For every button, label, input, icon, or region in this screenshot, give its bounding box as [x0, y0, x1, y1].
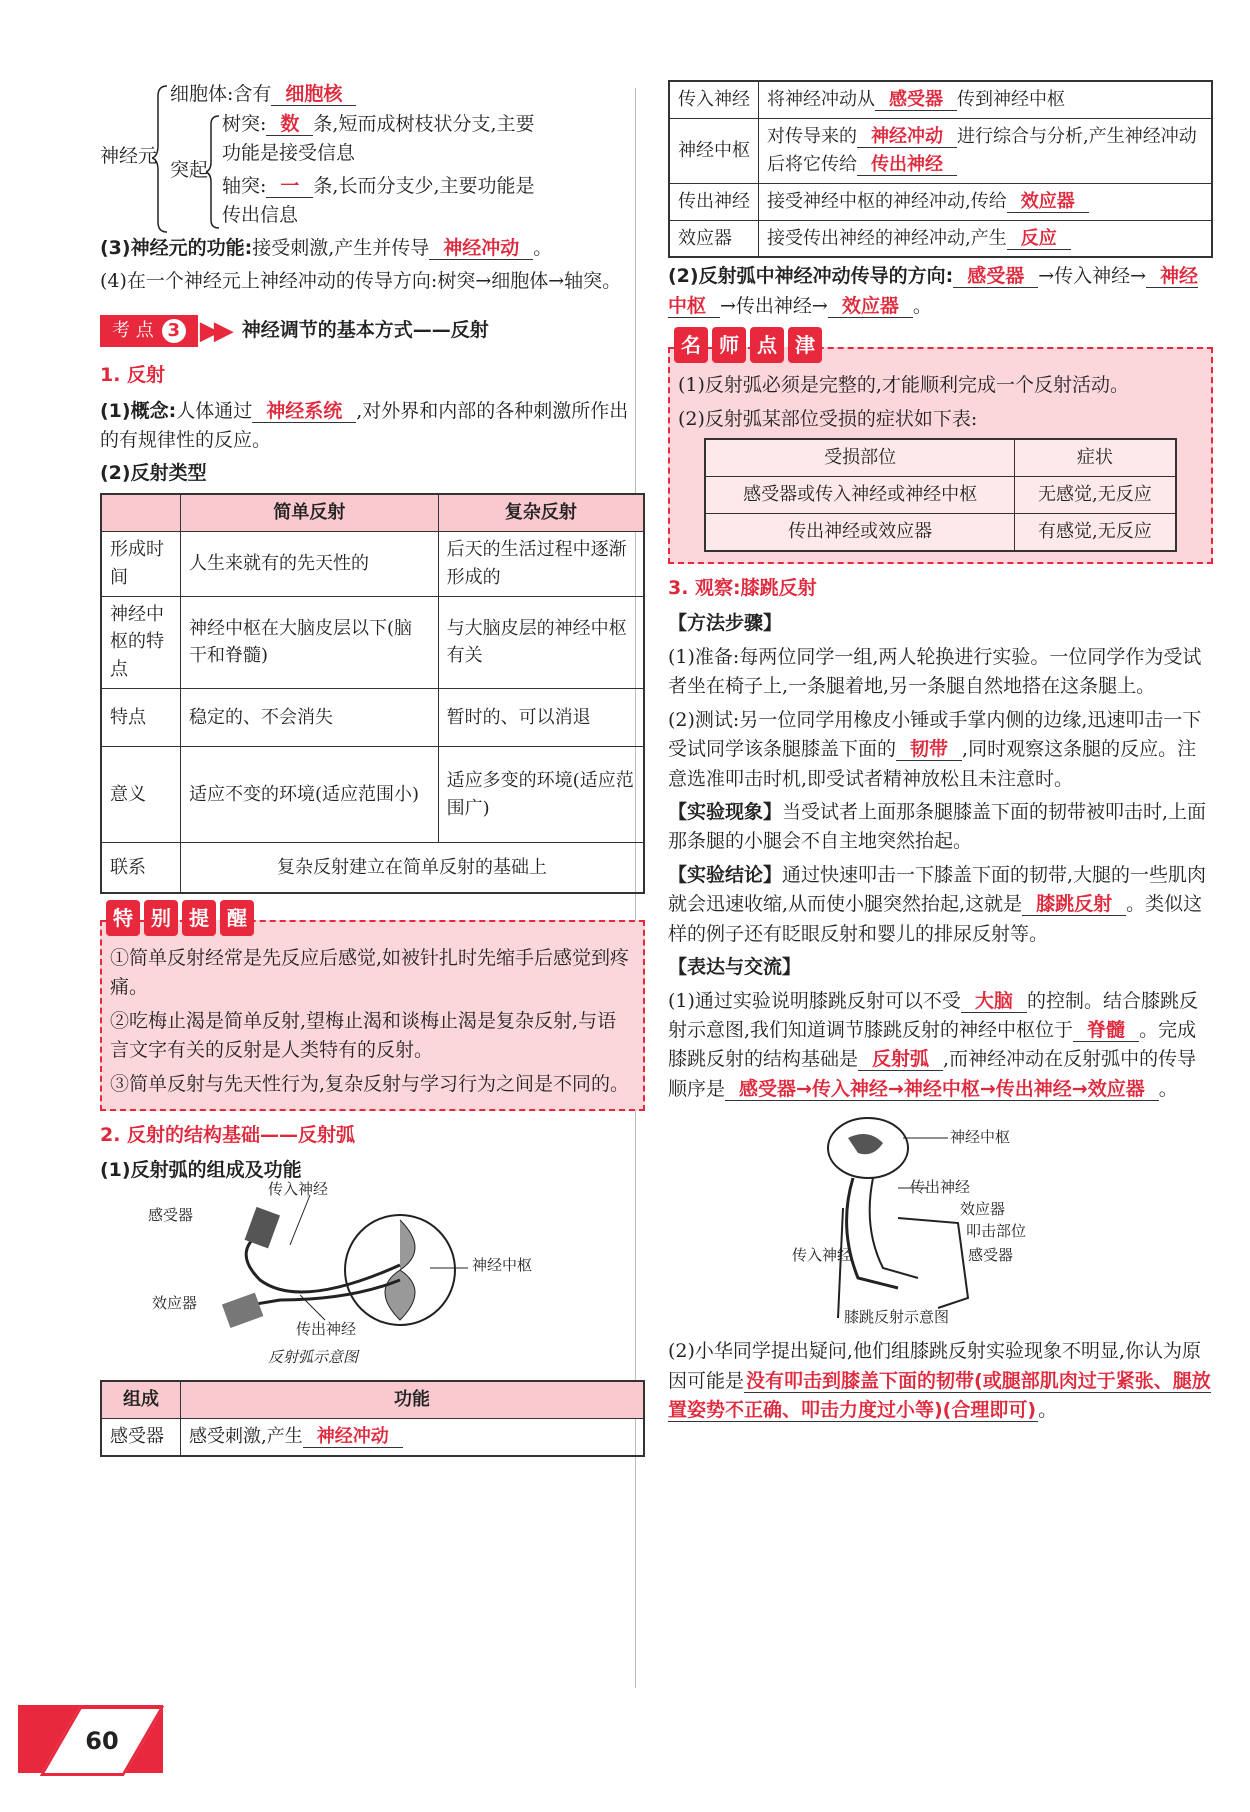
- table-header-row: 受损部位 症状: [705, 439, 1176, 476]
- question-2: (2)小华同学提出疑问,他们组膝跳反射实验现象不明显,你认为原因可能是 没有叩击到膝盖下面的韧带(或腿部肌肉过于紧张、腿放置姿势不正确、叩击力度过小等)(合理即可) 。: [668, 1340, 1211, 1422]
- knee-reflex-diagram: [668, 1108, 1213, 1333]
- note-item: ①简单反射经常是先反应后感觉,如被针扎时先缩手后感觉到疼痛。: [110, 946, 630, 999]
- knee-reflex-figure: 神经中枢 传出神经 效应器 叩击部位 传入神经 感受器 膝跳反射示意图: [668, 1108, 1213, 1333]
- reflex-types-title: (2)反射类型: [100, 462, 207, 485]
- neuron-structure: [100, 80, 645, 230]
- conclusion-text: 【实验结论】通过快速叩击一下膝盖下面的韧带,大腿的一些肌肉就会迅速收缩,从而使小腿突然抬起,这就是 膝跳反射 。类似这样的例子还有眨眼反射和婴儿的排尿反射等。: [668, 863, 1207, 945]
- note-item: (2)反射弧某部位受损的症状如下表:: [678, 407, 978, 430]
- neuron-label: 神经元: [100, 145, 158, 167]
- damage-table: [704, 438, 1177, 552]
- dendrite-line: 树突: 数 条,短而成树枝状分支,主要 功能是接受信息: [222, 113, 535, 165]
- reflex-concept: (1)概念:人体通过 神经系统 ,对外界和内部的各种刺激所作出的有规律性的反应。: [100, 399, 629, 452]
- brace-icon: [206, 114, 222, 230]
- table-row: 传出神经 接受神经中枢的神经冲动,传给 效应器: [669, 183, 1212, 220]
- reflex-types-table: [100, 493, 645, 894]
- note-item: ③简单反射与先天性行为,复杂反射与学习行为之间是不同的。: [110, 1072, 630, 1095]
- section-title-arc: 2. 反射的结构基础——反射弧: [100, 1123, 356, 1146]
- table-row: 意义 适应不变的环境(适应范围小) 适应多变的环境(适应范围广): [101, 747, 644, 843]
- arc-sub-title: (1)反射弧的组成及功能: [100, 1159, 302, 1182]
- page-number: 60: [40, 1706, 164, 1776]
- note-item: (1)反射弧必须是完整的,才能顺利完成一个反射活动。: [678, 374, 1129, 397]
- kaodian-title: 神经调节的基本方式——反射: [241, 319, 489, 342]
- axon-line: 轴突: 一 条,长而分支少,主要功能是 传出信息: [222, 175, 535, 227]
- section-title-knee: 3. 观察:膝跳反射: [668, 576, 817, 599]
- expression-text: (1)通过实验说明膝跳反射可以不受 大脑 的控制。结合膝跳反射示意图,我们知道调节膝跳反射的神经中枢位于 脊髓 。完成膝跳反射的结构基础是 反射弧 ,而神经冲动在反射弧中的传导顺序是 感受器→传入神经→神经中枢→传出神经→效应器 。: [668, 989, 1198, 1100]
- table-header-row: 简单反射 复杂反射: [101, 494, 644, 531]
- table-row: 特点 稳定的、不会消失 暂时的、可以消退: [101, 689, 644, 747]
- special-note-box: [100, 905, 645, 1111]
- arc-direction: (2)反射弧中神经冲动传导的方向: 感受器 →传入神经→ 神经中枢 →传出神经→ 效应器 。: [668, 265, 1199, 317]
- test-text: (2)测试:另一位同学用橡皮小锤或手掌内侧的边缘,迅速叩击一下受试同学该条腿膝盖下面的 韧带 ,同时观察这条腿的反应。注意选准叩击时机,即受试者精神放松且未注意时。: [668, 708, 1202, 790]
- table-row: 形成时间 人生来就有的先天性的 后天的生活过程中逐渐形成的: [101, 531, 644, 596]
- section-title-reflex: 1. 反射: [100, 364, 166, 387]
- teacher-note-heading: 名 师 点 津: [674, 327, 826, 363]
- brace-icon: [152, 84, 172, 234]
- cell-body-line: 细胞体:含有 细胞核: [170, 80, 356, 109]
- table-row: 效应器 接受传出神经的神经冲动,产生 反应: [669, 220, 1212, 257]
- arc-components-table: [100, 1380, 645, 1457]
- table-row: 神经中枢的特点 神经中枢在大脑皮层以下(脑干和脊髓) 与大脑皮层的神经中枢有关: [101, 596, 644, 689]
- table-row: 感受器或传入神经或神经中枢 无感觉,无反应: [705, 477, 1176, 514]
- table-row: 感受器 感受刺激,产生 神经冲动: [101, 1418, 644, 1455]
- answer-blank: 细胞核: [271, 83, 356, 106]
- left-column: [100, 80, 645, 1457]
- double-arrow-icon: ▶▶: [199, 315, 228, 346]
- method-label: 【方法步骤】: [668, 612, 783, 635]
- table-header-row: 组成 功能: [101, 1381, 644, 1418]
- conduction-direction: (4)在一个神经元上神经冲动的传导方向:树突→细胞体→轴突。: [100, 270, 622, 293]
- teacher-note-box: [668, 333, 1213, 564]
- arc-components-table-cont: [668, 80, 1213, 258]
- kaodian-header: [100, 311, 645, 351]
- note-item: ②吃梅止渴是简单反射,望梅止渴和谈梅止渴是复杂反射,与语言文字有关的反射是人类特有的反射。: [110, 1009, 617, 1062]
- special-note-heading: 特 别 提 醒: [106, 900, 258, 936]
- neuron-function: (3)神经元的功能:接受刺激,产生并传导 神经冲动 。: [100, 237, 553, 259]
- reflex-arc-figure: 传入神经 感受器 神经中枢 效应器 传出神经 反射弧示意图: [100, 1190, 645, 1380]
- right-column: [668, 80, 1213, 1430]
- table-row: 神经中枢 对传导来的 神经冲动 进行综合与分析,产生神经冲动后将它传给 传出神经: [669, 118, 1212, 183]
- kaodian-tag: 考 点 3: [100, 315, 198, 347]
- table-row: 传入神经 将神经冲动从 感受器 传到神经中枢: [669, 81, 1212, 118]
- expression-label: 【表达与交流】: [668, 956, 802, 979]
- table-row: 联系 复杂反射建立在简单反射的基础上: [101, 843, 644, 893]
- prep-text: (1)准备:每两位同学一组,两人轮换进行实验。一位同学作为受试者坐在椅子上,一条腿着地,另一条腿自然地搭在这条腿上。: [668, 645, 1202, 698]
- process-label: 突起: [170, 159, 209, 181]
- phenomenon-text: 【实验现象】当受试者上面那条腿膝盖下面的韧带被叩击时,上面那条腿的小腿会不自主地突然抬起。: [668, 800, 1207, 853]
- table-row: 传出神经或效应器 有感觉,无反应: [705, 513, 1176, 550]
